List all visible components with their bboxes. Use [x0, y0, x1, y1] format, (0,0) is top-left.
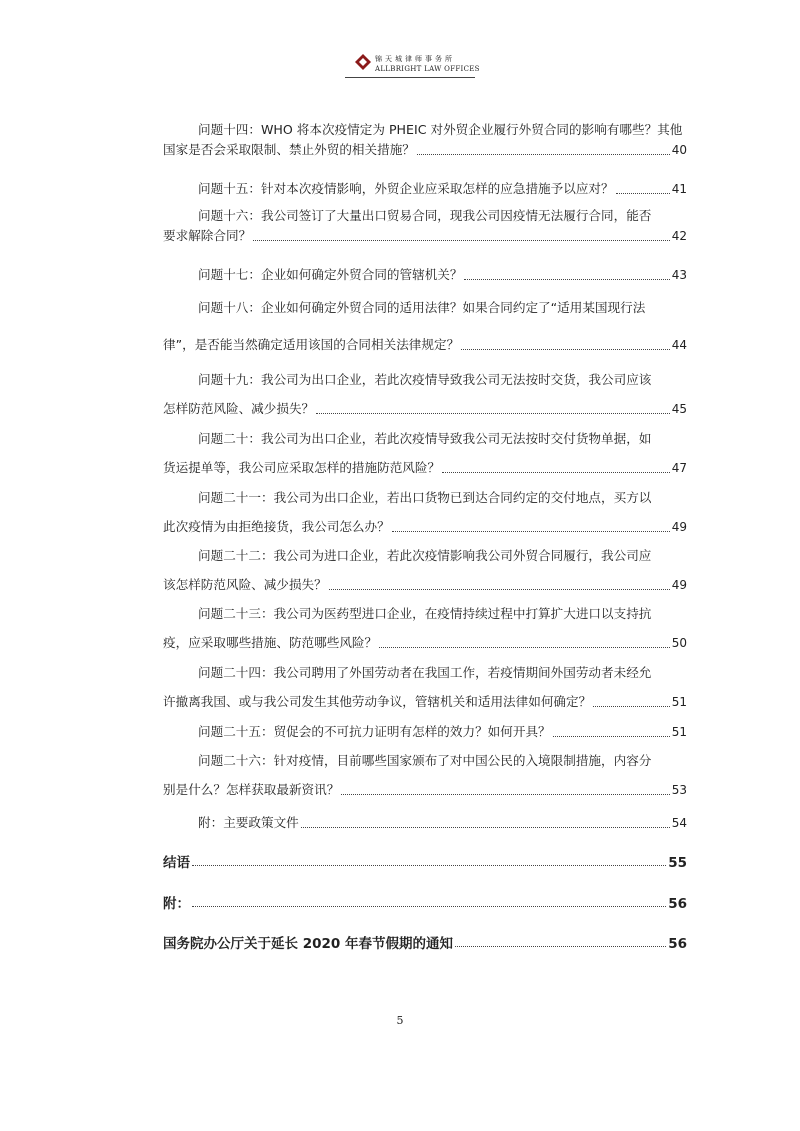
- toc-section-conclusion[interactable]: [163, 849, 687, 871]
- toc-section-appendix[interactable]: [163, 890, 687, 912]
- toc-entry-23[interactable]: [163, 604, 687, 653]
- dot-leader: [464, 279, 669, 280]
- dot-leader: [341, 794, 669, 795]
- toc-entry-15[interactable]: [163, 179, 687, 199]
- dot-leader: [392, 531, 670, 532]
- dot-leader: [379, 647, 670, 648]
- toc-entry-title: 问题二十三：我公司为医药型进口企业，在疫情持续过程中打算扩大进口以支持抗: [198, 606, 652, 621]
- toc-entry-24[interactable]: [163, 663, 687, 712]
- dot-leader: [253, 240, 670, 241]
- toc-entry-20[interactable]: [163, 429, 687, 478]
- toc-section-state-council-notice[interactable]: [163, 930, 687, 952]
- dot-leader: [316, 413, 670, 414]
- toc-page-number: 56: [668, 936, 687, 952]
- dot-leader: [553, 736, 670, 737]
- toc-entry-appendix-policies[interactable]: [163, 813, 687, 833]
- toc-page-number: 49: [671, 520, 687, 534]
- toc-entry-22[interactable]: [163, 546, 687, 595]
- toc-entry-title: 问题十八：企业如何确定外贸合同的适用法律？如果合同约定了“适用某国现行法: [198, 300, 646, 315]
- dot-leader: [192, 906, 666, 907]
- toc-page-number: 44: [671, 338, 687, 352]
- toc-entry-title: 附：主要政策文件: [198, 815, 299, 830]
- toc-entry-25[interactable]: [163, 722, 687, 742]
- toc-section-title: 结语: [163, 855, 190, 871]
- toc-page-number: 40: [671, 143, 687, 157]
- dot-leader: [329, 589, 670, 590]
- dot-leader: [593, 706, 670, 707]
- dot-leader: [461, 349, 670, 350]
- toc-entry-title-cont: 别是什么？怎样获取最新资讯？: [163, 782, 340, 797]
- toc-entry-title: 问题十四：WHO 将本次疫情定为 PHEIC 对外贸企业履行外贸合同的影响有哪些？其他: [198, 122, 683, 137]
- toc-entry-title: 问题二十六：针对疫情，目前哪些国家颁布了对中国公民的入境限制措施，内容分: [198, 753, 652, 768]
- toc-page-number: 42: [671, 229, 687, 243]
- toc-entry-title: 问题二十一：我公司为出口企业，若出口货物已到达合同约定的交付地点，买方以: [198, 490, 652, 505]
- toc-entry-title: 问题二十四：我公司聘用了外国劳动者在我国工作，若疫情期间外国劳动者未经允: [198, 665, 652, 680]
- toc-entry-title-cont: 律”，是否能当然确定适用该国的合同相关法律规定？: [163, 337, 460, 352]
- dot-leader: [301, 827, 670, 828]
- toc-entry-title-cont: 货运提单等，我公司应采取怎样的措施防范风险？: [163, 460, 441, 475]
- dot-leader: [442, 472, 670, 473]
- toc-page-number: 55: [668, 855, 687, 871]
- toc-entry-title-cont: 怎样防范风险、减少损失？: [163, 401, 315, 416]
- toc-entry-26[interactable]: [163, 751, 687, 800]
- toc-entry-title-cont: 该怎样防范风险、减少损失？: [163, 577, 327, 592]
- firm-name-cn: 锦天城律师事务所: [375, 55, 455, 63]
- toc-entry-title-cont: 要求解除合同？: [163, 228, 252, 243]
- toc-entry-title: 问题十五：针对本次疫情影响，外贸企业应采取怎样的应急措施予以应对？: [198, 181, 614, 196]
- dot-leader: [192, 865, 666, 866]
- toc-entry-title: 问题十六：我公司签订了大量出口贸易合同，现我公司因疫情无法履行合同，能否: [198, 208, 652, 223]
- toc-page-number: 51: [671, 695, 687, 709]
- toc-page-number: 54: [671, 816, 687, 830]
- toc-entry-17[interactable]: [163, 265, 687, 285]
- dot-leader: [616, 193, 670, 194]
- toc-entry-title: 问题二十五：贸促会的不可抗力证明有怎样的效力？如何开具？: [198, 724, 551, 739]
- toc-page-number: 45: [671, 402, 687, 416]
- toc-entry-14[interactable]: [163, 120, 687, 160]
- toc-entry-18[interactable]: [163, 298, 687, 355]
- toc-entry-title: 问题二十二：我公司为进口企业，若此次疫情影响我公司外贸合同履行，我公司应: [198, 548, 652, 563]
- toc-entry-title-cont: 此次疫情为由拒绝接货，我公司怎么办？: [163, 519, 390, 534]
- toc-entry-title-cont: 疫，应采取哪些措施、防范哪些风险？: [163, 635, 378, 650]
- toc-page-number: 47: [671, 461, 687, 475]
- toc-entry-title: 问题十九：我公司为出口企业，若此次疫情导致我公司无法按时交货，我公司应该: [198, 372, 652, 387]
- toc-entry-19[interactable]: [163, 370, 687, 419]
- toc-entry-title: 问题十七：企业如何确定外贸合同的管辖机关？: [198, 267, 463, 282]
- toc-entry-title: 问题二十：我公司为出口企业，若此次疫情导致我公司无法按时交付货物单据，如: [198, 431, 652, 446]
- toc-entry-21[interactable]: [163, 488, 687, 537]
- dot-leader: [455, 946, 666, 947]
- toc-section-title: 附：: [163, 896, 190, 912]
- toc-page-number: 49: [671, 578, 687, 592]
- toc-page-number: 43: [671, 268, 687, 282]
- dot-leader: [417, 154, 670, 155]
- toc-page-number: 51: [671, 725, 687, 739]
- toc-entry-title-cont: 国家是否会采取限制、禁止外贸的相关措施？: [163, 142, 415, 157]
- toc-entry-title-cont: 许撤离我国、或与我公司发生其他劳动争议，管辖机关和适用法律如何确定？: [163, 694, 592, 709]
- firm-name-en: ALLBRIGHT LAW OFFICES: [375, 65, 480, 73]
- toc-page-number: 50: [671, 636, 687, 650]
- toc-section-title: 国务院办公厅关于延长 2020 年春节假期的通知: [163, 936, 453, 952]
- toc-page-number: 53: [671, 783, 687, 797]
- page-number: 5: [396, 1014, 404, 1027]
- toc-entry-16[interactable]: [163, 206, 687, 246]
- toc-page-number: 41: [671, 182, 687, 196]
- toc-page-number: 56: [668, 896, 687, 912]
